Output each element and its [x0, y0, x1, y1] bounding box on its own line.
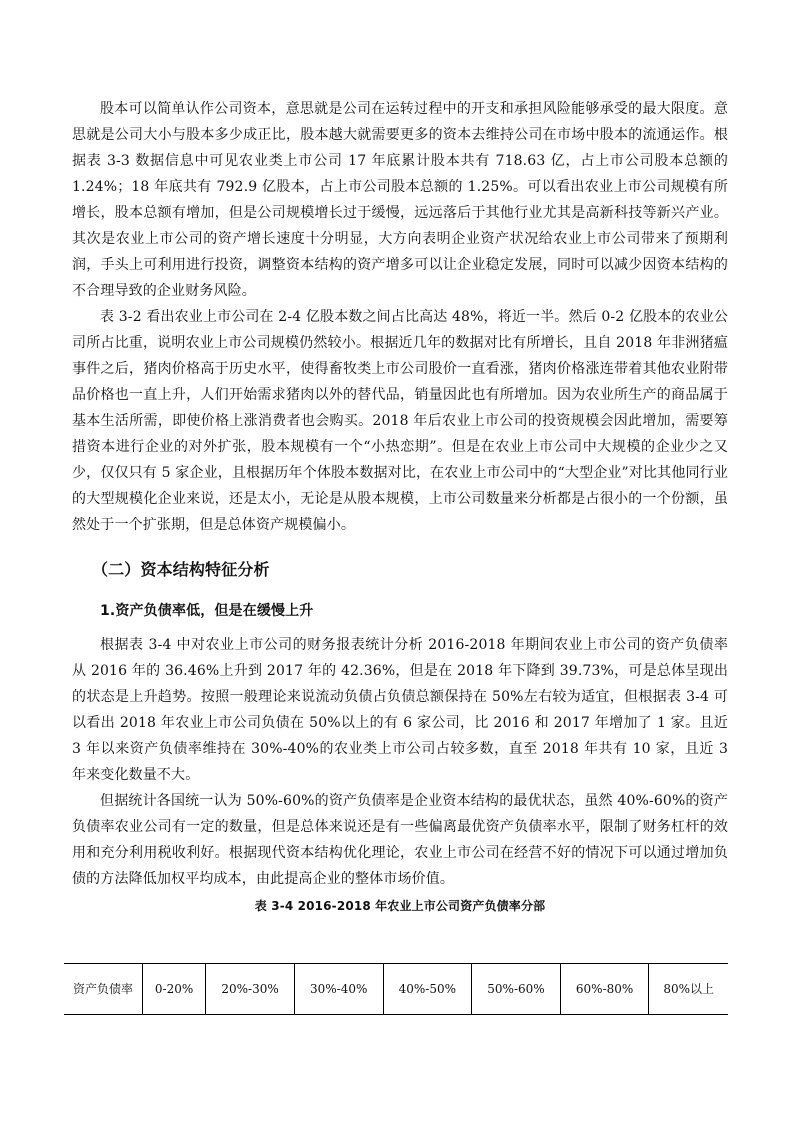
table-header-cell: 20%-30% — [206, 964, 295, 1015]
debt-ratio-table — [64, 963, 728, 1015]
paragraph-debt-ratio: 根据表 3-4 中对农业上市公司的财务报表统计分析 2016-2018 年期间农业上市公司的资产负债率从 2016 年的 36.46%上升到 2017 年的 42.36%，但是在 2018 年下降到 39.73%，可是总体呈现出的状态是上升趋势。按照一般理论来说流动负债占负债总额保持在 50%左右较为适宜，但根据表 3-4 可以看出 2018 年农业上市公司负债在 50%以上的有 6 家公司，比 2016 和 2017 年增加了 1 家。且近 3 年以来资产负债率维持在 30%-40%的农业类上市公司占较多数，直至 2018 年共有 10 家，且近 3 年来变化数量不大。 — [72, 637, 728, 783]
paragraph-optimal-structure: 但据统计各国统一认为 50%-60%的资产负债率是企业资本结构的最优状态，虽然 40%-60%的资产负债率农业公司有一定的数量，但是总体来说还是有一些偏离最优资产负债率水平，限制了财务杠杆的效用和充分利用税收利好。根据现代资本结构优化理论，农业上市公司在经营不好的情况下可以通过增加负债的方法降低加权平均成本，由此提高企业的整体市场价值。 — [72, 793, 728, 887]
paragraph-share-capital: 股本可以简单认作公司资本，意思就是公司在运转过程中的开支和承担风险能够承受的最大限度。意思就是公司大小与股本多少成正比，股本越大就需要更多的资本去维持公司在市场中股本的流通运作。根据表 3-3 数据信息中可见农业类上市公司 17 年底累计股本共有 718.63 亿，占上市公司股本总额的 1.24%；18 年底共有 792.9 亿股本，占上市公司股本总额的 1.25%。可以看出农业上市公司规模有所增长，股本总额有增加，但是公司规模增长过于缓慢，远远落后于其他行业尤其是高新科技等新兴产业。其次是农业上市公司的资产增长速度十分明显，大方向表明企业资产状况给农业上市公司带来了预期利润，手头上可利用进行投资，调整资本结构的资产增多可以让企业稳定发展，同时可以减少因资本结构的不合理导致的企业财务风险。 — [72, 101, 728, 299]
table-header-cell: 80%以上 — [649, 964, 728, 1015]
table-header-cell: 40%-50% — [383, 964, 472, 1015]
paragraph-share-distribution: 表 3-2 看出农业上市公司在 2-4 亿股本数之间占比高达 48%，将近一半。然后 0-2 亿股本的农业公司所占比重，说明农业上市公司规模仍然较小。根据近几年的数据对比有所增长，且自 2018 年非洲猪瘟事件之后，猪肉价格高于历史水平，使得畜牧类上市公司股价一直看涨，猪肉价格涨连带着其他农业附带品价格也一直上升，人们开始需求猪肉以外的替代品，销量因此也有所增加。因为农业所生产的商品属于基本生活所需，即使价格上涨消费者也会购买。2018 年后农业上市公司的投资规模会因此增加，需要筹措资本进行企业的对外扩张，股本规模有一个“小热恋期”。但是在农业上市公司中大规模的企业少之又少，仅仅只有 5 家企业，且根据历年个体股本数据对比，在农业上市公司中的“大型企业”对比其他同行业的大型规模化企业来说，还是太小，无论是从股本规模，上市公司数量来分析都是占很小的一个份额，虽然处于一个扩张期，但是总体资产规模偏小。 — [72, 309, 729, 533]
table-header-cell: 资产负债率 — [64, 964, 143, 1015]
table-header-cell: 60%-80% — [560, 964, 649, 1015]
section-heading: （二）资本结构特征分析 — [92, 560, 270, 579]
document-body — [72, 96, 728, 918]
table-header-cell: 0-20% — [143, 964, 206, 1015]
table-caption: 表 3-4 2016-2018 年农业上市公司资产负债率分部 — [254, 899, 546, 913]
table-header-cell: 30%-40% — [294, 964, 383, 1015]
subsection-heading: 1.资产负债率低，但是在缓慢上升 — [100, 603, 314, 619]
table-header-row — [64, 964, 728, 1015]
table-header-cell: 50%-60% — [472, 964, 561, 1015]
